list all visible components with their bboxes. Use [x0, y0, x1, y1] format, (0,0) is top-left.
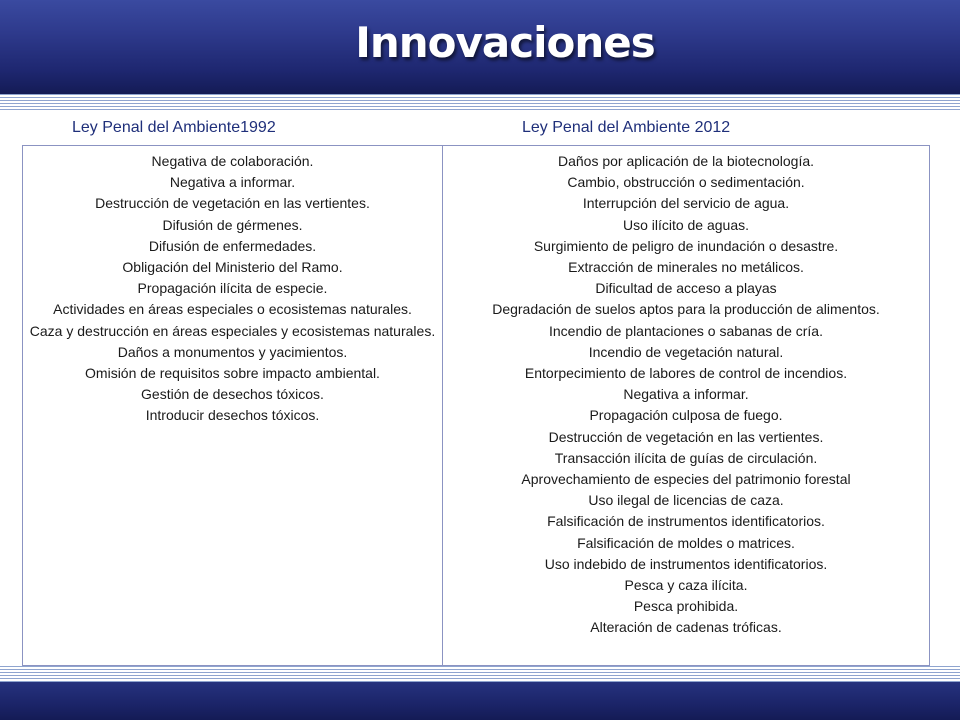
list-item: Uso ilegal de licencias de caza. [588, 492, 784, 509]
slide-title: Innovaciones [355, 18, 655, 67]
list-item: Destrucción de vegetación en las vertientes. [95, 195, 370, 212]
footer-band [0, 682, 960, 720]
list-item: Introducir desechos tóxicos. [145, 407, 320, 424]
list-item: Negativa de colaboración. [151, 153, 314, 169]
list-item: Alteración de cadenas tróficas. [590, 619, 782, 636]
list-item: Degradación de suelos aptos para la producción de alimentos. [492, 301, 880, 318]
list-item: Actividades en áreas especiales o ecosistemas naturales. [53, 301, 412, 318]
list-item: Incendio de plantaciones o sabanas de cría. [549, 322, 823, 339]
list-item: Uso ilícito de aguas. [622, 216, 750, 233]
list-item: Negativa a informar. [623, 386, 749, 403]
list-item: Negativa a informar. [169, 174, 296, 191]
list-item: Falsificación de moldes o matrices. [577, 534, 795, 551]
list-item: Difusión de gérmenes. [162, 216, 303, 233]
list-item: Propagación culposa de fuego. [589, 407, 783, 424]
list-item: Pesca y caza ilícita. [624, 577, 748, 594]
list-item: Surgimiento de peligro de inundación o desastre. [533, 237, 839, 254]
list-item: Dificultad de acceso a playas [595, 280, 777, 297]
list-item: Daños a monumentos y yacimientos. [117, 343, 348, 360]
footer-stripes [0, 666, 960, 682]
right-column [443, 146, 929, 665]
list-item: Aprovechamiento de especies del patrimonio forestal [521, 471, 851, 488]
list-item: Obligación del Ministerio del Ramo. [122, 259, 343, 276]
list-item: Uso indebido de instrumentos identificatorios. [544, 555, 828, 572]
list-item: Interrupción del servicio de agua. [582, 195, 790, 212]
list-item: Incendio de vegetación natural. [588, 343, 784, 360]
list-item: Omisión de requisitos sobre impacto ambiental. [85, 365, 380, 382]
list-item: Falsificación de instrumentos identificatorios. [547, 513, 825, 530]
list-item: Caza y destrucción en áreas especiales y ecosistemas naturales. [29, 322, 436, 339]
list-item: Gestión de desechos tóxicos. [141, 386, 324, 403]
comparison-table [22, 145, 930, 666]
right-column-heading: Ley Penal del Ambiente 2012 [522, 119, 731, 136]
left-column-heading: Ley Penal del Ambiente1992 [72, 119, 276, 136]
list-item: Entorpecimiento de labores de control de incendios. [524, 365, 848, 382]
list-item: Transacción ilícita de guías de circulación. [554, 449, 818, 466]
list-item: Destrucción de vegetación en las vertientes. [548, 428, 824, 445]
header-stripes [0, 94, 960, 112]
left-column [23, 146, 443, 665]
list-item: Propagación ilícita de especie. [137, 280, 328, 297]
list-item: Daños por aplicación de la biotecnología. [557, 153, 815, 169]
list-item: Difusión de enfermedades. [148, 237, 317, 254]
list-item: Cambio, obstrucción o sedimentación. [567, 174, 805, 191]
list-item: Pesca prohibida. [633, 598, 739, 615]
list-item: Extracción de minerales no metálicos. [568, 259, 804, 276]
